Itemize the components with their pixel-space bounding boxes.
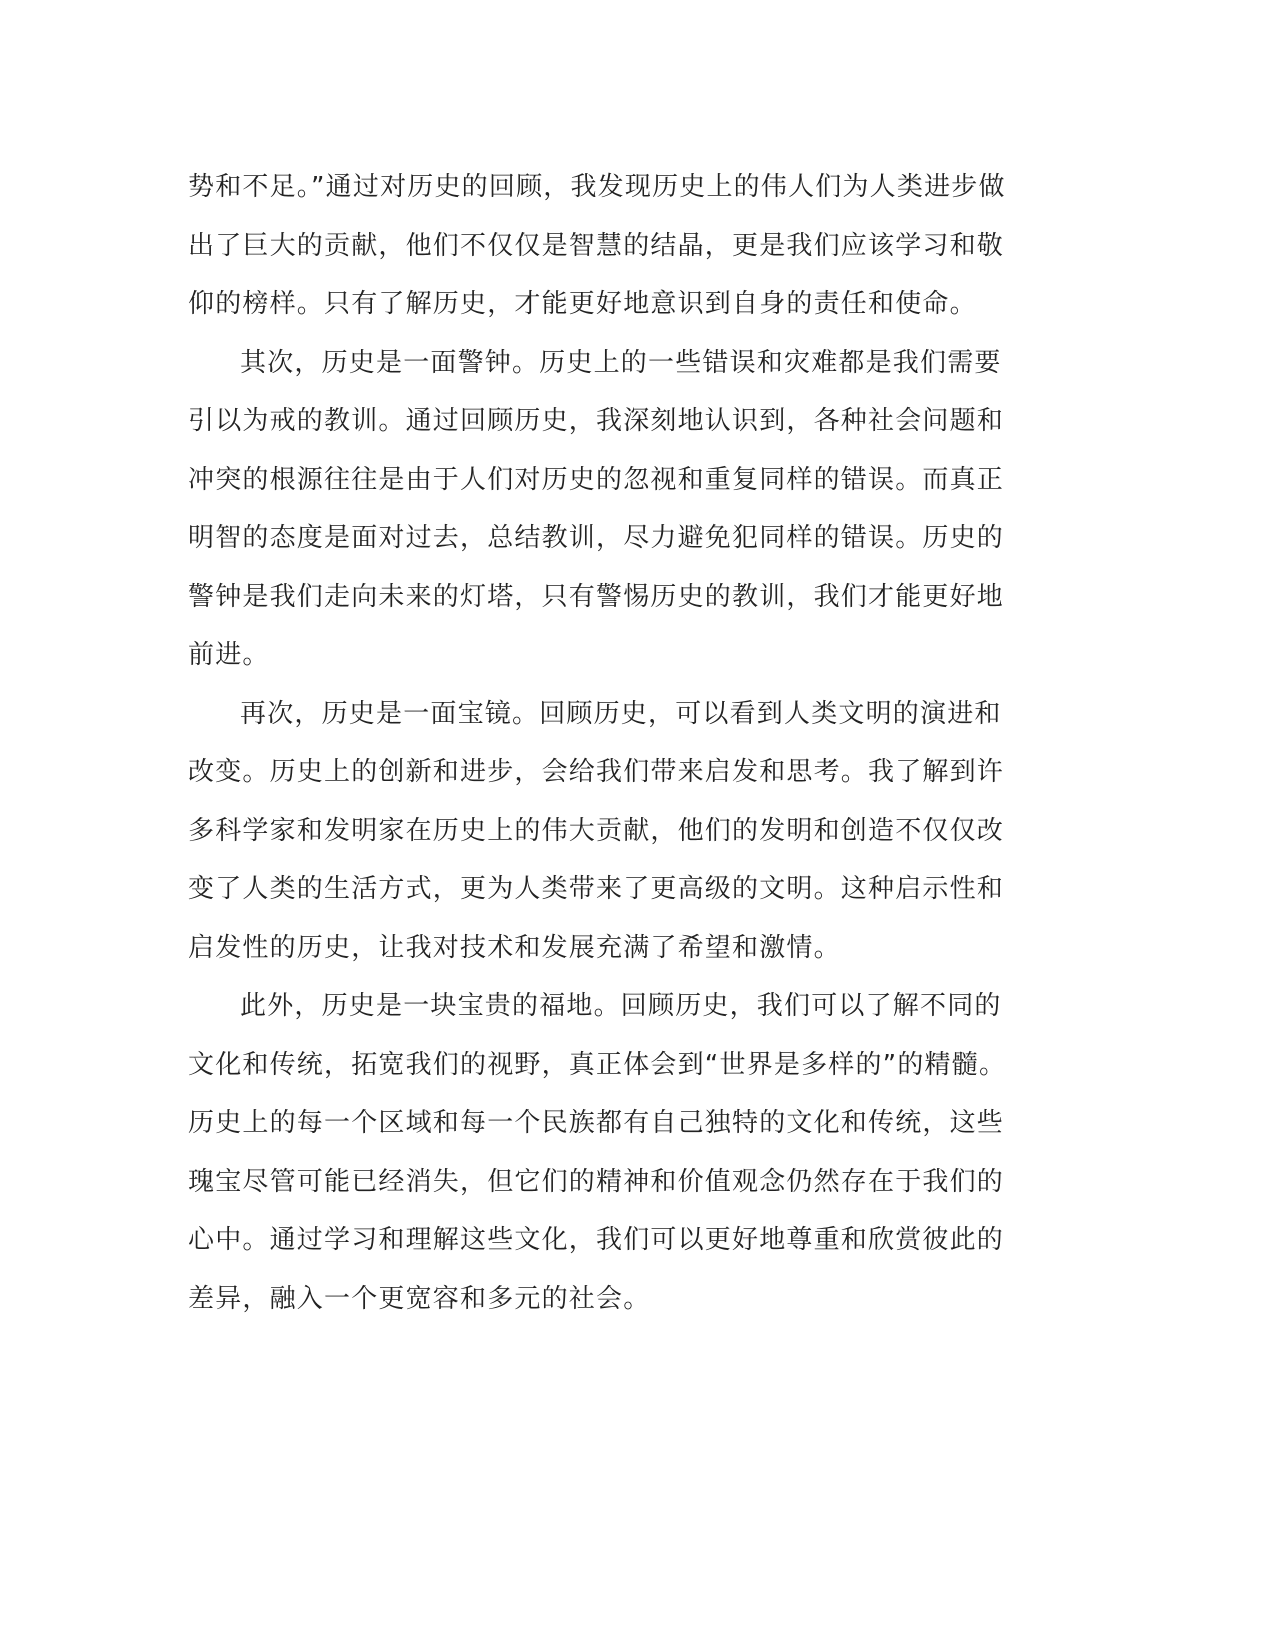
paragraph-line: 出了巨大的贡献，他们不仅仅是智慧的结晶，更是我们应该学习和敬 xyxy=(188,230,1005,261)
paragraph-2 xyxy=(188,334,1068,685)
document-body xyxy=(188,158,1068,1328)
paragraph-line: 前进。 xyxy=(188,640,270,670)
paragraph-line: 其次，历史是一面警钟。历史上的一些错误和灾难都是我们需要 xyxy=(240,347,1002,378)
paragraph-3 xyxy=(188,685,1068,978)
paragraph-line: 变了人类的生活方式，更为人类带来了更高级的文明。这种启示性和 xyxy=(188,874,1005,904)
paragraph-line: 历史上的每一个区域和每一个民族都有自己独特的文化和传统，这些 xyxy=(188,1108,1005,1138)
paragraph-line: 冲突的根源往往是由于人们对历史的忽视和重复同样的错误。而真正 xyxy=(188,464,1005,495)
paragraph-line: 文化和传统，拓宽我们的视野，真正体会到“世界是多样的”的精髓。 xyxy=(188,1049,1007,1080)
paragraph-line: 明智的态度是面对过去，总结教训，尽力避免犯同样的错误。历史的 xyxy=(188,523,1005,553)
paragraph-1 xyxy=(188,158,1068,334)
paragraph-line: 此外，历史是一块宝贵的福地。回顾历史，我们可以了解不同的 xyxy=(240,991,1002,1021)
paragraph-4 xyxy=(188,977,1068,1328)
paragraph-line: 势和不足。”通过对历史的回顾，我发现历史上的伟人们为人类进步做 xyxy=(188,172,1006,202)
paragraph-line: 改变。历史上的创新和进步，会给我们带来启发和思考。我了解到许 xyxy=(188,757,1005,787)
paragraph-line: 心中。通过学习和理解这些文化，我们可以更好地尊重和欣赏彼此的 xyxy=(188,1225,1005,1255)
paragraph-line: 启发性的历史，让我对技术和发展充满了希望和激情。 xyxy=(188,932,841,963)
paragraph-line: 差异，融入一个更宽容和多元的社会。 xyxy=(188,1283,651,1314)
paragraph-line: 引以为戒的教训。通过回顾历史，我深刻地认识到，各种社会问题和 xyxy=(188,406,1005,436)
paragraph-line: 仰的榜样。只有了解历史，才能更好地意识到自身的责任和使命。 xyxy=(188,289,977,319)
paragraph-line: 瑰宝尽管可能已经消失，但它们的精神和价值观念仍然存在于我们的 xyxy=(188,1166,1005,1197)
paragraph-line: 多科学家和发明家在历史上的伟大贡献，他们的发明和创造不仅仅改 xyxy=(188,815,1005,846)
paragraph-line: 警钟是我们走向未来的灯塔，只有警惕历史的教训，我们才能更好地 xyxy=(188,581,1005,612)
paragraph-line: 再次，历史是一面宝镜。回顾历史，可以看到人类文明的演进和 xyxy=(240,698,1002,729)
